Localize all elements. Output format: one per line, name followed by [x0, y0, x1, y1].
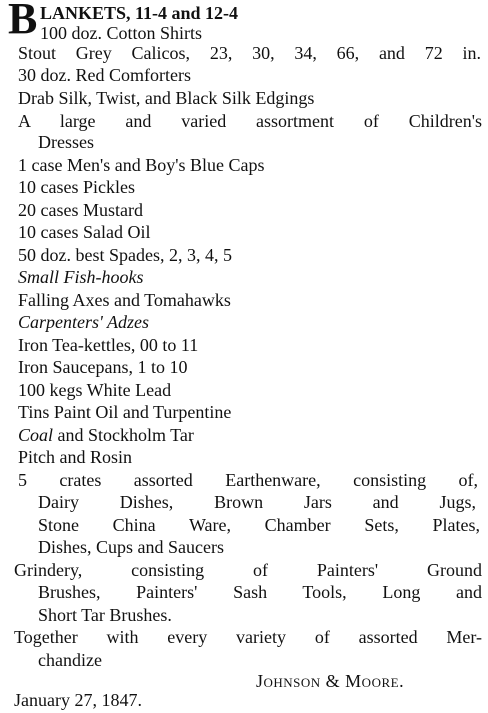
ad-line-blankets: LANKETS, 11-4 and 12-4 — [40, 3, 239, 23]
ad-line-merchandize-2: chandize — [38, 650, 102, 670]
ad-line-brushes: Brushes, Painters' Sash Tools, Long and — [38, 582, 482, 602]
ad-line-cotton-shirts: 100 doz. Cotton Shirts — [40, 23, 203, 43]
ad-line-china-ware: Stone China Ware, Chamber Sets, Plates, — [38, 515, 480, 535]
ad-word-stockholm-tar: and Stockholm Tar — [53, 425, 194, 445]
ad-line-assortment: A large and varied assortment of Children's — [18, 111, 482, 131]
ad-line-tea-kettles: Iron Tea-kettles, 00 to 11 — [18, 335, 199, 355]
ad-line-adzes: Carpenters' Adzes — [18, 312, 150, 332]
opening-lines — [8, 0, 488, 43]
ad-line-caps: 1 case Men's and Boy's Blue Caps — [18, 155, 265, 175]
ad-line-paint-oil: Tins Paint Oil and Turpentine — [18, 402, 232, 422]
ad-line-axes: Falling Axes and Tomahawks — [18, 290, 231, 310]
ad-line-mustard: 20 cases Mustard — [18, 200, 143, 220]
ad-line-dresses: Dresses — [38, 132, 94, 152]
ad-line-cups-saucers: Dishes, Cups and Saucers — [38, 537, 224, 557]
ad-line-comforters: 30 doz. Red Comforters — [18, 65, 191, 85]
ad-line-grindery: Grindery, consisting of Painters' Ground — [14, 560, 482, 580]
ad-line-dairy-dishes: Dairy Dishes, Brown Jars and Jugs, — [38, 492, 476, 512]
ad-word-coal: Coal — [18, 425, 54, 445]
ad-line-saucepans: Iron Saucepans, 1 to 10 — [18, 357, 188, 377]
date-line: January 27, 1847. — [14, 690, 142, 710]
ad-line-coal-tar — [18, 424, 194, 446]
ad-line-tar-brushes: Short Tar Brushes. — [38, 605, 172, 625]
ad-line-edgings: Drab Silk, Twist, and Black Silk Edgings — [18, 88, 315, 108]
ad-line-salad-oil: 10 cases Salad Oil — [18, 222, 151, 242]
signature: Johnson & Moore. — [256, 671, 405, 691]
ad-line-pitch-rosin: Pitch and Rosin — [18, 447, 133, 467]
ad-line-calicos: Stout Grey Calicos, 23, 30, 34, 66, and 72 in. — [18, 43, 481, 63]
ad-line-spades: 50 doz. best Spades, 2, 3, 4, 5 — [18, 245, 232, 265]
drop-cap: B — [8, 0, 38, 43]
ad-line-pickles: 10 cases Pickles — [18, 177, 135, 197]
ad-line-white-lead: 100 kegs White Lead — [18, 380, 172, 400]
ad-line-earthenware: 5 crates assorted Earthenware, consisting of, — [18, 470, 478, 490]
ad-line-fish-hooks: Small Fish-hooks — [18, 267, 144, 287]
ad-line-merchandize-1: Together with every variety of assorted Mer- — [14, 627, 482, 647]
